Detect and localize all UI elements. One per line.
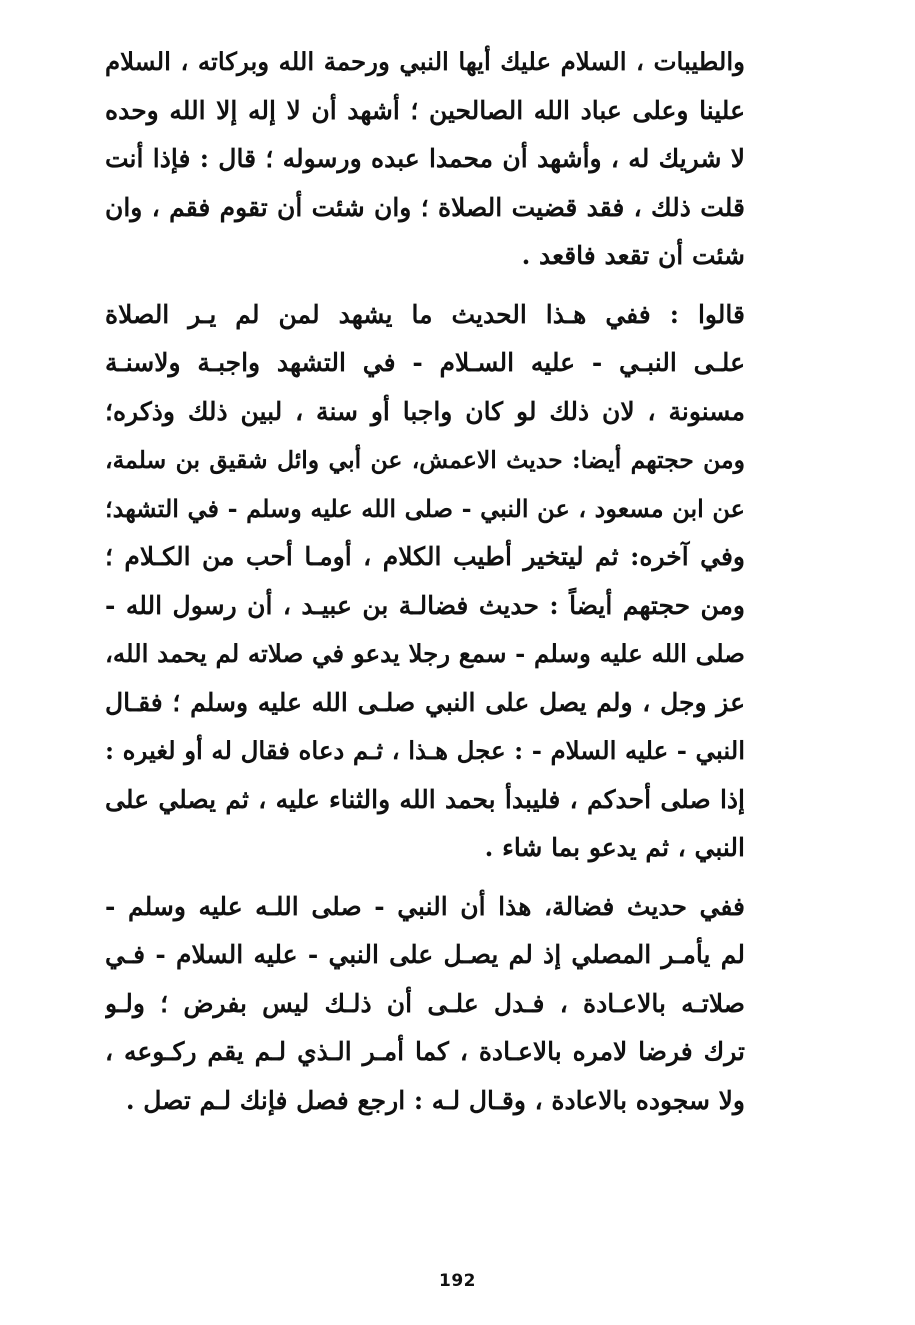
text-line: ترك فرضا لامره بالاعـادة ، كما أمـر الـذي لـم يقم ركـوعه ، [105,1037,745,1066]
page-number: 192 [439,1271,476,1291]
text-line: علينا وعلى عباد الله الصالحين ؛ أشهد أن لا إله إلا الله وحده [105,95,745,125]
page-body [105,38,745,1125]
text-line: مسنونة ، لان ذلك لو كان واجبا أو سنة ، لبين ذلك وذكره؛ [105,396,745,426]
text-line: قلت ذلك ، فقد قضيت الصلاة ؛ وان شئت أن تقوم فقم ، وان [105,192,745,222]
text-line: ولا سجوده بالاعادة ، وقـال لـه : ارجع فصل فإنك لـم تصل . [125,1085,745,1115]
text-line: شئت أن تقعد فاقعد . [521,241,745,270]
text-line: ومن حجتهم أيضاً : حديث فضالـة بن عبيـد ، أن رسول الله - [105,590,745,620]
paragraph-spacer [105,873,745,883]
text-line: النبي - عليه السلام - : عجل هـذا ، ثـم دعاه فقال له أو لغيره : [105,736,745,765]
text-line: قالوا : ففي هـذا الحديث ما يشهد لمن لم يـر الصلاة [105,299,745,329]
text-line: علـى النبـي - عليه السـلام - في التشهد واجبـة ولاسنـة [105,348,745,377]
text-line: ومن حجتهم أيضا: حديث الاعمش، عن أبي وائل شقيق بن سلمة، [105,446,745,474]
paragraph-2 [105,291,745,873]
paragraph-1 [105,38,745,281]
text-line: إذا صلى أحدكم ، فليبدأ بحمد الله والثناء عليه ، ثم يصلي على [105,784,745,814]
text-line: والطيبات ، السلام عليك أيها النبي ورحمة الله وبركاته ، السلام [105,47,745,76]
paragraph-spacer [105,281,745,291]
text-line: صلاتـه بالاعـادة ، فـدل علـى أن ذلـك ليس بفرض ؛ ولـو [105,988,745,1018]
text-line: لم يأمـر المصلي إذ لم يصـل على النبي - عليه السلام - فـي [105,940,745,969]
text-line: صلى الله عليه وسلم - سمع رجلا يدعو في صلاته لم يحمد الله، [105,639,745,668]
text-line: النبي ، ثم يدعو بما شاء . [484,833,745,862]
text-line: وفي آخره: ثم ليتخير أطيب الكلام ، أومـا أحب من الكـلام ؛ [105,542,745,571]
text-line: ففي حديث فضالة، هذا أن النبي - صلى اللـه عليه وسلم - [105,891,745,921]
text-line: عن ابن مسعود ، عن النبي - صلى الله عليه وسلم - في التشهد؛ [105,493,745,523]
text-line: عز وجل ، ولم يصل على النبي صلـى الله عليه وسلم ؛ فقـال [105,687,745,717]
paragraph-3 [105,883,745,1126]
text-line: لا شريك له ، وأشهد أن محمدا عبده ورسوله ؛ قال : فإذا أنت [105,144,745,173]
